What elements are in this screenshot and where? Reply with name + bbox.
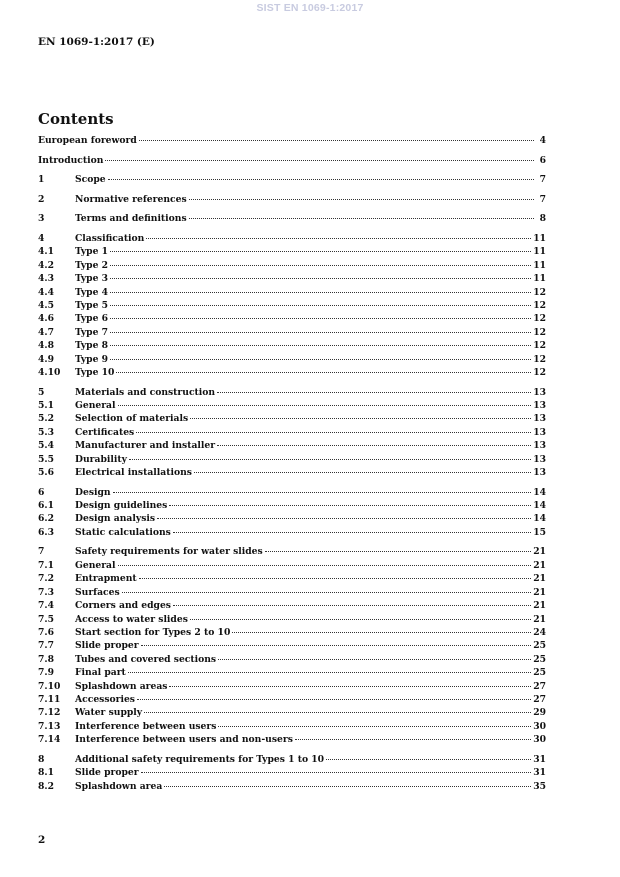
dot-leader — [118, 405, 532, 406]
toc-entry[interactable] — [38, 753, 546, 766]
toc-entry-page: 7 — [539, 193, 546, 205]
toc-entry[interactable] — [38, 706, 546, 719]
toc-entry-page: 25 — [533, 653, 546, 665]
dot-leader — [173, 532, 531, 533]
toc-entry-number: 7.7 — [38, 640, 54, 652]
toc-entry-page: 13 — [533, 467, 546, 479]
toc-entry-number: 7.14 — [38, 734, 61, 746]
toc-entry[interactable] — [38, 353, 546, 366]
page-number: 2 — [38, 834, 46, 846]
toc-entry-page: 12 — [533, 353, 546, 365]
dot-leader — [110, 292, 531, 293]
toc-entry-title: European foreword — [38, 135, 137, 146]
dot-leader — [157, 518, 531, 519]
dot-leader — [118, 565, 532, 566]
toc-entry-number: 5.2 — [38, 413, 54, 425]
toc-entry-number: 4.4 — [38, 286, 54, 298]
toc-entry-number: 1 — [38, 174, 45, 186]
dot-leader — [141, 772, 532, 773]
toc-entry[interactable] — [38, 299, 546, 312]
toc-entry-title: Classification — [75, 232, 145, 244]
dot-leader — [110, 251, 531, 252]
toc-entry-number: 7.10 — [38, 680, 61, 692]
toc-entry-page: 11 — [533, 273, 546, 285]
toc-entry-number: 7.11 — [38, 693, 61, 705]
toc-entry-page: 21 — [533, 573, 546, 585]
toc-entry-number: 4.1 — [38, 246, 54, 258]
toc-entry-page: 13 — [533, 440, 546, 452]
toc-entry-page: 12 — [533, 367, 546, 379]
toc-entry-page: 11 — [533, 246, 546, 258]
toc-entry-title: Type 9 — [75, 353, 109, 365]
dot-leader — [113, 492, 532, 493]
toc-entry[interactable] — [38, 639, 546, 652]
toc-entry[interactable] — [38, 613, 546, 626]
toc-entry-number: 7.9 — [38, 667, 54, 679]
toc-entry-page: 13 — [533, 413, 546, 425]
toc-entry-number: 6.3 — [38, 526, 54, 538]
toc-entry[interactable] — [38, 439, 546, 452]
toc-entry-page: 29 — [533, 707, 546, 719]
toc-entry-number: 4.8 — [38, 340, 54, 352]
toc-entry-number: 7.12 — [38, 707, 61, 719]
toc-entry-title: Type 2 — [75, 259, 109, 271]
toc-entry-title: Start section for Types 2 to 10 — [75, 626, 231, 638]
toc-entry-page: 11 — [533, 259, 546, 271]
toc-entry[interactable] — [38, 586, 546, 599]
toc-entry[interactable] — [38, 780, 546, 793]
toc-entry[interactable] — [38, 545, 546, 558]
toc-entry-number: 5.5 — [38, 453, 54, 465]
toc-entry-title: Interference between users — [75, 720, 217, 732]
toc-entry-title: Interference between users and non-users — [75, 734, 293, 746]
toc-entry[interactable] — [38, 212, 546, 225]
toc-entry-title: Safety requirements for water slides — [75, 546, 263, 558]
toc-entry-page: 13 — [533, 386, 546, 398]
dot-leader — [295, 739, 531, 740]
toc-entry-page: 6 — [539, 154, 546, 166]
toc-entry[interactable] — [38, 232, 546, 245]
toc-entry-title: Type 8 — [75, 340, 109, 352]
toc-entry-title: Type 4 — [75, 286, 109, 298]
dot-leader — [194, 472, 531, 473]
toc-entry[interactable] — [38, 272, 546, 285]
dot-leader — [217, 445, 531, 446]
dot-leader — [141, 645, 532, 646]
toc-entry[interactable] — [38, 134, 546, 147]
dot-leader — [190, 619, 531, 620]
dot-leader — [218, 659, 531, 660]
toc-entry-page: 27 — [533, 693, 546, 705]
dot-leader — [110, 332, 531, 333]
dot-leader — [105, 160, 534, 161]
toc-entry-page: 13 — [533, 453, 546, 465]
toc-entry-title: Type 3 — [75, 273, 109, 285]
toc-entry-number: 6.2 — [38, 513, 54, 525]
toc-entry-page: 25 — [533, 667, 546, 679]
toc-entry[interactable] — [38, 366, 546, 379]
dot-leader — [326, 759, 531, 760]
toc-entry-title: Terms and definitions — [75, 213, 187, 225]
toc-entry[interactable] — [38, 193, 546, 206]
toc-entry-title: Type 10 — [75, 367, 115, 379]
toc-entry-page: 14 — [533, 500, 546, 512]
toc-entry-number: 5.1 — [38, 400, 54, 412]
toc-entry-number: 7 — [38, 546, 45, 558]
dot-leader — [173, 605, 531, 606]
dot-leader — [139, 578, 532, 579]
toc-entry[interactable] — [38, 512, 546, 525]
toc-entry-number: 4.2 — [38, 259, 54, 271]
toc-entry-number: 5 — [38, 386, 45, 398]
toc-entry-page: 31 — [533, 753, 546, 765]
toc-entry[interactable] — [38, 399, 546, 412]
toc-entry-number: 6 — [38, 486, 45, 498]
dot-leader — [146, 238, 531, 239]
toc-entry-title: Selection of materials — [75, 413, 189, 425]
toc-entry[interactable] — [38, 720, 546, 733]
toc-entry-title: Tubes and covered sections — [75, 653, 217, 665]
toc-entry-page: 21 — [533, 613, 546, 625]
toc-entry-page: 12 — [533, 326, 546, 338]
dot-leader — [122, 592, 532, 593]
toc-entry-number: 7.2 — [38, 573, 54, 585]
toc-entry-number: 4.6 — [38, 313, 54, 325]
toc-entry-title: Corners and edges — [75, 600, 171, 612]
toc-entry-page: 12 — [533, 340, 546, 352]
toc-entry-page: 30 — [533, 734, 546, 746]
toc-entry-number: 4.10 — [38, 367, 61, 379]
toc-entry[interactable] — [38, 453, 546, 466]
toc-entry-title: Splashdown area — [75, 780, 163, 792]
dot-leader — [139, 140, 534, 141]
toc-entry-page: 31 — [533, 767, 546, 779]
toc-entry[interactable] — [38, 245, 546, 258]
contents-heading: Contents — [38, 110, 114, 128]
toc-entry-number: 5.6 — [38, 467, 54, 479]
toc-entry-page: 13 — [533, 426, 546, 438]
toc-entry-page: 4 — [539, 135, 546, 146]
toc-entry-number: 5.3 — [38, 426, 54, 438]
table-of-contents — [38, 134, 546, 793]
toc-entry-title: Type 5 — [75, 300, 109, 311]
toc-entry-number: 7.5 — [38, 613, 54, 625]
toc-entry-number: 4.3 — [38, 273, 54, 285]
toc-entry-page: 12 — [533, 300, 546, 311]
toc-entry-number: 8.1 — [38, 767, 54, 779]
toc-entry-title: Slide proper — [75, 767, 139, 779]
toc-entry[interactable] — [38, 426, 546, 439]
toc-entry-number: 7.4 — [38, 600, 54, 612]
toc-entry-title: Scope — [75, 174, 106, 186]
toc-entry-title: Type 6 — [75, 313, 109, 325]
toc-entry-title: Design — [75, 486, 111, 498]
dot-leader — [110, 278, 531, 279]
toc-entry-page: 7 — [539, 174, 546, 186]
toc-entry-number: 7.3 — [38, 586, 54, 598]
toc-entry-title: Surfaces — [75, 586, 120, 598]
document-identifier: EN 1069-1:2017 (E) — [38, 36, 155, 48]
watermark: SIST EN 1069-1:2017 — [256, 2, 364, 14]
toc-entry-page: 25 — [533, 640, 546, 652]
dot-leader — [108, 179, 534, 180]
dot-leader — [144, 712, 531, 713]
toc-entry-number: 8 — [38, 753, 45, 765]
toc-entry-title: Final part — [75, 667, 126, 679]
toc-entry-number: 4.7 — [38, 326, 54, 338]
toc-entry-page: 12 — [533, 286, 546, 298]
dot-leader — [164, 786, 531, 787]
dot-leader — [189, 199, 534, 200]
toc-entry-number: 4.5 — [38, 300, 54, 311]
dot-leader — [110, 265, 531, 266]
toc-entry-page: 13 — [533, 400, 546, 412]
toc-entry[interactable] — [38, 626, 546, 639]
dot-leader — [110, 345, 531, 346]
toc-entry[interactable] — [38, 680, 546, 693]
dot-leader — [232, 632, 531, 633]
toc-entry-page: 15 — [533, 526, 546, 538]
dot-leader — [136, 432, 531, 433]
toc-entry-title: General — [75, 559, 116, 571]
toc-entry[interactable] — [38, 559, 546, 572]
toc-entry-title: General — [75, 400, 116, 412]
toc-entry[interactable] — [38, 666, 546, 679]
dot-leader — [128, 672, 531, 673]
dot-leader — [169, 505, 531, 506]
toc-entry[interactable] — [38, 693, 546, 706]
toc-entry-title: Design analysis — [75, 513, 156, 525]
toc-entry[interactable] — [38, 526, 546, 539]
toc-entry[interactable] — [38, 286, 546, 299]
dot-leader — [169, 686, 531, 687]
toc-entry[interactable] — [38, 486, 546, 499]
toc-entry-page: 27 — [533, 680, 546, 692]
toc-entry-number: 6.1 — [38, 500, 54, 512]
toc-entry[interactable] — [38, 339, 546, 352]
toc-entry[interactable] — [38, 259, 546, 272]
toc-entry-title: Normative references — [75, 193, 187, 205]
toc-entry-number: 2 — [38, 193, 45, 205]
toc-entry-title: Splashdown areas — [75, 680, 168, 692]
dot-leader — [265, 551, 532, 552]
toc-entry[interactable] — [38, 499, 546, 512]
toc-entry-title: Additional safety requirements for Types 1 to 10 — [75, 753, 325, 765]
toc-entry[interactable] — [38, 173, 546, 186]
toc-entry-title: Slide proper — [75, 640, 139, 652]
toc-entry-title: Certificates — [75, 426, 135, 438]
dot-leader — [189, 218, 534, 219]
dot-leader — [129, 459, 531, 460]
toc-entry-page: 12 — [533, 313, 546, 325]
toc-entry-title: Access to water slides — [75, 613, 188, 625]
toc-entry-title: Water supply — [75, 707, 143, 719]
toc-entry-title: Electrical installations — [75, 467, 192, 479]
toc-entry-title: Design guidelines — [75, 500, 168, 512]
toc-entry-number: 4 — [38, 232, 45, 244]
toc-entry-title: Entrapment — [75, 573, 137, 585]
toc-entry-page: 8 — [539, 213, 546, 225]
toc-entry-page: 14 — [533, 513, 546, 525]
toc-entry-page: 21 — [533, 546, 546, 558]
dot-leader — [110, 359, 531, 360]
toc-entry-title: Static calculations — [75, 526, 171, 538]
toc-entry[interactable] — [38, 733, 546, 746]
toc-entry[interactable] — [38, 386, 546, 399]
toc-entry-title: Accessories — [75, 693, 135, 705]
toc-entry-page: 14 — [533, 486, 546, 498]
dot-leader — [218, 726, 531, 727]
toc-entry-number: 7.1 — [38, 559, 54, 571]
toc-entry-number: 4.9 — [38, 353, 54, 365]
toc-entry-number: 3 — [38, 213, 45, 225]
dot-leader — [137, 699, 531, 700]
dot-leader — [116, 372, 531, 373]
toc-entry-page: 21 — [533, 586, 546, 598]
toc-entry[interactable] — [38, 466, 546, 479]
dot-leader — [217, 392, 531, 393]
dot-leader — [110, 305, 531, 306]
toc-entry-page: 21 — [533, 559, 546, 571]
toc-entry-page: 35 — [533, 780, 546, 792]
toc-entry-number: 7.8 — [38, 653, 54, 665]
toc-entry-page: 11 — [533, 232, 546, 244]
toc-entry-title: Materials and construction — [75, 386, 216, 398]
dot-leader — [190, 418, 531, 419]
toc-entry[interactable] — [38, 766, 546, 779]
toc-entry-title: Type 1 — [75, 246, 109, 258]
toc-entry-number: 8.2 — [38, 780, 54, 792]
toc-entry-number: 7.13 — [38, 720, 61, 732]
toc-entry-page: 30 — [533, 720, 546, 732]
toc-entry-title: Type 7 — [75, 326, 109, 338]
toc-entry[interactable] — [38, 326, 546, 339]
toc-entry-title: Durability — [75, 453, 127, 465]
toc-entry-title: Introduction — [38, 154, 104, 166]
toc-entry-page: 21 — [533, 600, 546, 612]
toc-entry[interactable] — [38, 653, 546, 666]
dot-leader — [110, 318, 531, 319]
toc-entry[interactable] — [38, 154, 546, 167]
toc-entry[interactable] — [38, 412, 546, 425]
toc-entry-number: 5.4 — [38, 440, 54, 452]
toc-entry-number: 7.6 — [38, 626, 54, 638]
toc-entry[interactable] — [38, 312, 546, 325]
toc-entry-title: Manufacturer and installer — [75, 440, 216, 452]
toc-entry[interactable] — [38, 572, 546, 585]
toc-entry-page: 24 — [533, 626, 546, 638]
toc-entry[interactable] — [38, 599, 546, 612]
